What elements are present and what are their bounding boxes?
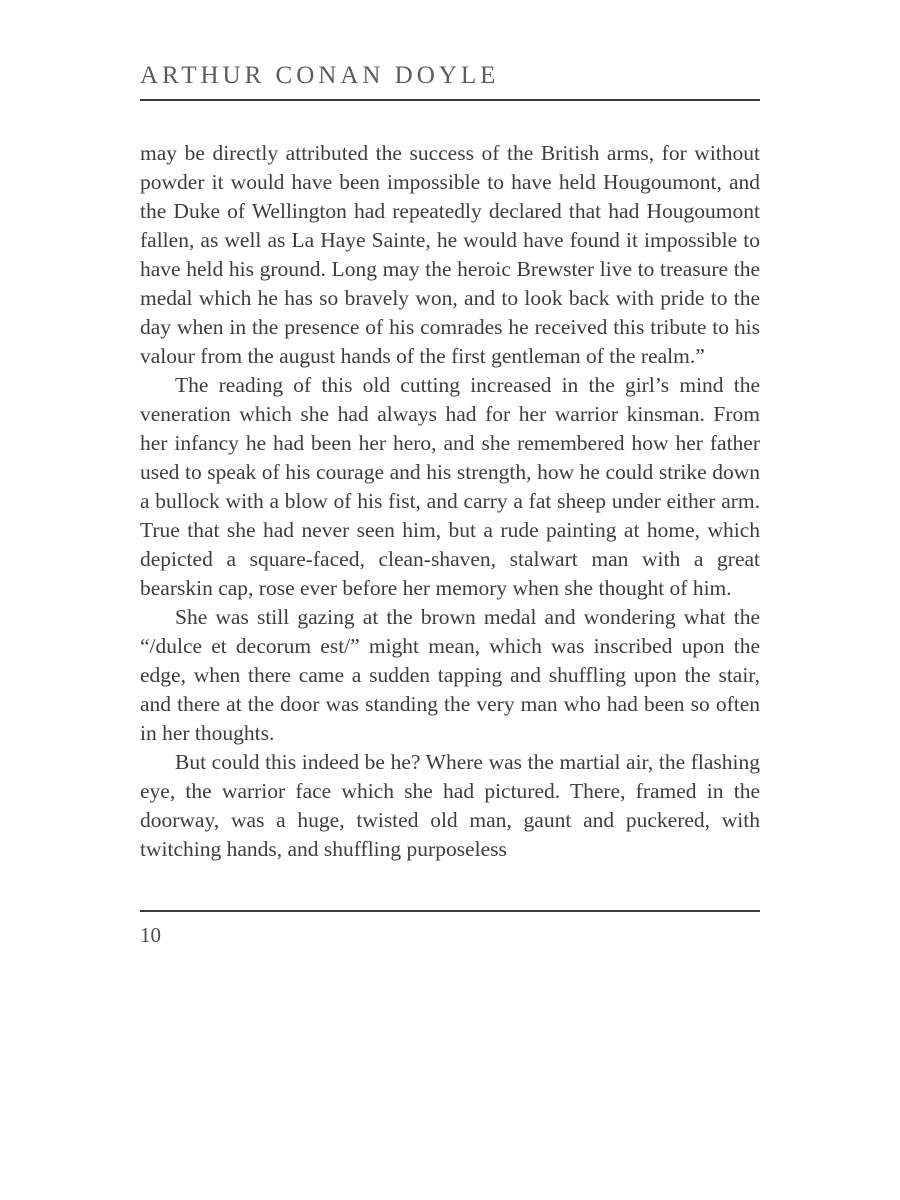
author-header: ARTHUR CONAN DOYLE: [140, 62, 500, 89]
body-text: [140, 139, 760, 864]
header-rule: [140, 99, 760, 101]
footer-rule: [140, 910, 760, 912]
page-number: 10: [140, 923, 161, 947]
paragraph: But could this indeed be he? Where was the martial air, the flashing eye, the warrior face which she had pictured. There, framed in the doorway, was a huge, twisted old man, gaunt and puckered, with twitching hands, and shuffling purposeless: [140, 750, 760, 861]
page-footer: [140, 910, 760, 948]
paragraph: The reading of this old cutting increased in the girl’s mind the veneration which she had always had for her warrior kinsman. From her infancy he had been her hero, and she remembered how her father used to speak of his courage and his strength, how he could strike down a bullock with a blow of his fist, and carry a fat sheep under either arm. True that she had never seen him, but a rude painting at home, which depicted a square-faced, clean-shaven, stalwart man with a great bearskin cap, rose ever before her memory when she thought of him.: [140, 373, 760, 600]
book-page: [140, 0, 760, 948]
page-header: [140, 0, 760, 101]
paragraph: may be directly attributed the success of the British arms, for without powder it would have been impossible to have held Hougoumont, and the Duke of Wellington had repeatedly declared that had Hougoumont fallen, as well as La Haye Sainte, he would have found it impossible to have held his ground. Long may the heroic Brewster live to treasure the medal which he has so bravely won, and to look back with pride to the day when in the presence of his comrades he received this tribute to his valour from the august hands of the first gentleman of the realm.”: [140, 141, 760, 368]
paragraph: She was still gazing at the brown medal and wondering what the “/dulce et decorum est/” might mean, which was inscribed upon the edge, when there came a sudden tapping and shuffling upon the stair, and there at the door was standing the very man who had been so often in her thoughts.: [140, 605, 760, 745]
